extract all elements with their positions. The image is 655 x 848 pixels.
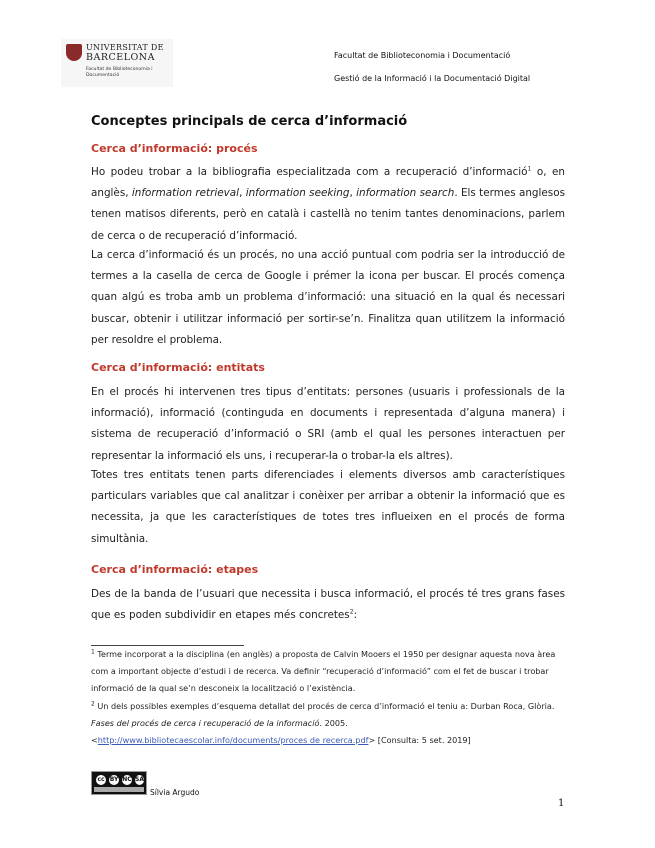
logo-faculty: Facultat de Biblioteconomia i Documentació [86,67,153,78]
section-heading-etapes: Cerca d’informació: etapes [91,563,259,576]
page-number: 1 [558,798,565,809]
paragraph-proces-2: La cerca d’informació és un procés, no una acció puntual com podria ser la introducció de termes a la casella de cerca de Google i prémer la icona per buscar. El procés comença quan algú es troba amb un problema d’informació: una situació en la qual és necessari buscar, obtenir i utilitzar informació per sortir-se’n. Finalitza quan utilitzem la informació per resoldre el problema. [91,249,565,346]
page-title: Conceptes principals de cerca d’informació [91,114,408,129]
sa-icon: SA [134,774,145,786]
university-logo [61,39,173,87]
footnote-ref-1[interactable]: 1 [527,165,532,173]
header-course: Gestió de la Informació i la Documentació Digital [334,74,531,83]
nc-icon: NC [121,774,133,786]
footnote-1: $^1$ Terme incorporat a la disciplina (en anglès) a proposta de Calvin Mooers el 1950 per designar aquesta nova àrea com a important objecte d’estudi i de recerca. Va definir “recuperació d’informació” com el fet de buscar i trobar informació de la qual se’n desconeix la localització o l’existència. [91,648,556,693]
by-icon: BY [108,774,120,786]
logo-line-2: BARCELONA [86,52,155,63]
section-heading-entitats: Cerca d’informació: entitats [91,361,265,374]
footnote-ref-2[interactable]: 2 [349,608,354,616]
cc-license-badge [91,771,147,795]
footnote-2: $^2$ Un dels possibles exemples d’esquema detallat del procés de cerca d’informació el teniu a: Durban Roca, Glòria. Fases del procés de cerca i recuperació de la informació. 2005. <http://www.bibliotecaescolar.info/documents/proces de recerca.pdf> [Consulta: 5 set. 2019] [91,700,555,745]
paragraph-etapes-1: Des de la banda de l’usuari que necessita i busca informació, el procés té tres grans fases que es poden subdividir en etapes més concretes$^2$: [91,588,565,622]
paragraph-proces-1: Ho podeu trobar a la bibliografia especialitzada com a recuperació d’informació$^1$ o, en anglès, information retrieval, information seeking, information search. Els termes anglesos tenen matisos diferents, però en català i castellà no tenim tantes denominacions, parlem de cerca o de recuperació d’informació. [91,165,566,242]
footnote-2-link[interactable]: http://www.bibliotecaescolar.info/documents/proces de recerca.pdf [97,734,369,745]
section-heading-proces: Cerca d’informació: procés [91,142,258,155]
paragraph-entitats-2: Totes tres entitats tenen parts diferenciades i elements diversos amb característiques particulars variables que cal analitzar i conèixer per arribar a obtenir la informació que es necessita, ja que les característiques de totes tres influeixen en el procés de forma simultània. [91,469,565,545]
logo-line-1: UNIVERSITAT DE [86,43,164,52]
header-faculty: Facultat de Biblioteconomia i Documentació [334,51,511,60]
paragraph-entitats-1: En el procés hi intervenen tres tipus d’entitats: persones (usuaris i professionals de la informació), informació (continguda en documents i representada d’alguna manera) i sistema de recuperació d’informació o SRI (amb el qual les persones interactuen per representar la informació els uns, i recuperar-la o trobar-la els altres). [91,386,565,462]
cc-label-bar [94,787,144,792]
crest-icon [66,44,82,61]
author-name: Sílvia Argudo [150,788,200,797]
cc-icon: cc [95,774,107,786]
